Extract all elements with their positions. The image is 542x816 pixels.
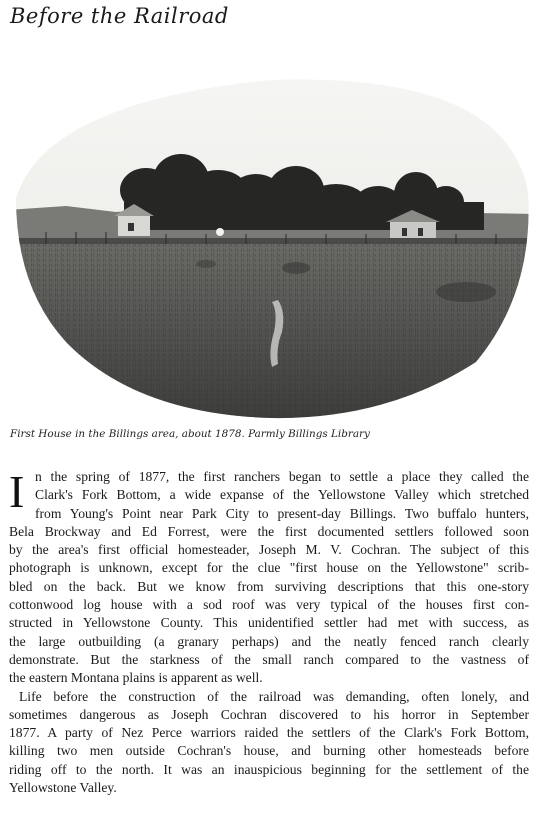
text-line: 1877. A party of Nez Perce warriors raided the settlers of the Clark's Fork Bottom, <box>9 725 529 741</box>
article-body <box>9 468 529 797</box>
text-line: Life before the construction of the railroad was demanding, often lonely, and <box>19 688 529 704</box>
text-line: structed in Yellowstone County. This unidentified settler had met with success, as <box>9 615 529 631</box>
text-line: photograph is unknown, except for the clue "first house on the Yellowstone" scrib- <box>9 560 529 576</box>
text-line: Clark's Fork Bottom, a wide expanse of the Yellowstone Valley which stretched <box>35 487 529 503</box>
historical-photograph <box>6 42 536 420</box>
text-line: from Young's Point near Park City to present-day Billings. Two buffalo hunters, <box>35 505 529 521</box>
text-line: Yellowstone Valley. <box>9 780 117 796</box>
page-heading: Before the Railroad <box>10 4 229 28</box>
text-line: n the spring of 1877, the first ranchers began to settle a place they called the <box>35 469 529 484</box>
text-line: bled on the back. But we know from surviving descriptions that this one-story <box>9 578 529 594</box>
text-line: the large outbuilding (a granary perhaps) and the neatly fenced ranch clearly <box>9 633 529 649</box>
text-line: Bela Brockway and Ed Forrest, were the first documented settlers followed soon <box>9 523 529 539</box>
text-line: the eastern Montana plains is apparent as well. <box>9 670 263 686</box>
text-line: by the area's first official homesteader, Joseph M. V. Cochran. The subject of this <box>9 542 529 558</box>
text-line: riding off to the north. It was an inauspicious beginning for the settlement of the <box>9 761 529 777</box>
sepia-photograph-icon <box>6 42 536 420</box>
drop-cap: I <box>9 466 25 517</box>
text-line: demonstrate. But the starkness of the small ranch compared to the vastness of <box>9 651 529 667</box>
paragraph-1 <box>9 468 529 688</box>
text-line: killing two men outside Cochran's house, and burning other homesteads before <box>9 743 529 759</box>
photo-caption: First House in the Billings area, about 1878. Parmly Billings Library <box>10 428 370 440</box>
text-line: cottonwood log house with a sod roof was very typical of the houses first con- <box>9 597 529 613</box>
text-line: sometimes dangerous as Joseph Cochran discovered to his horror in September <box>9 706 529 722</box>
paragraph-2 <box>9 688 529 798</box>
